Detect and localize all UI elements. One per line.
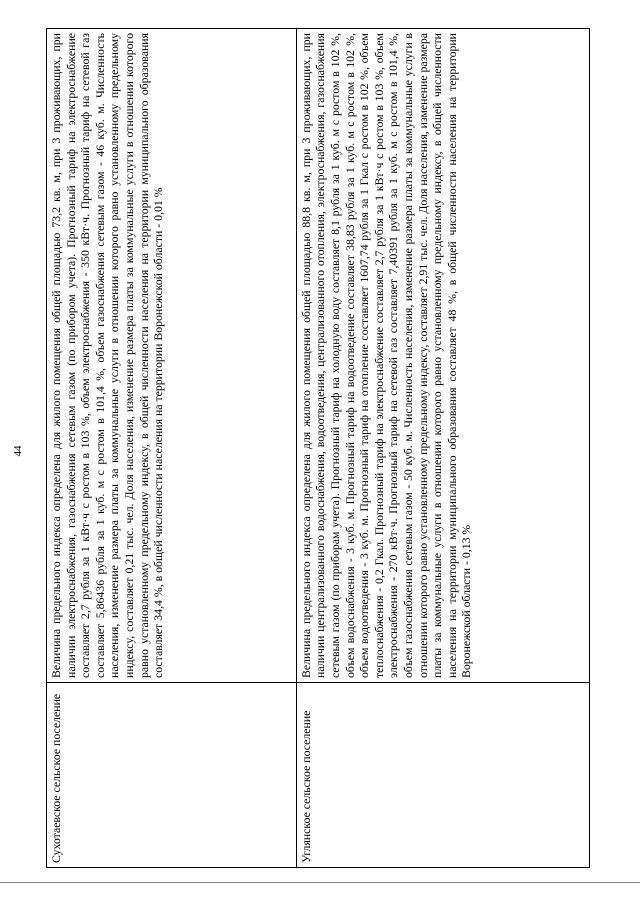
settlement-name-cell: Углянское сельское поселение	[296, 683, 589, 868]
rotated-table-wrapper	[46, 28, 590, 868]
page-number: 44	[12, 445, 24, 457]
tariff-index-table	[46, 28, 590, 868]
table-row	[296, 29, 589, 868]
scan-edge-line	[0, 882, 640, 883]
index-description-cell: Величина предельного индекса определена для жилого помещения общей площадью 73,2 кв. м, при 3 проживающих, при наличии электроснабжения, газоснабжения сетевым газом (по прибором учета). Прогнозный тариф на электроснабжение составляет 2,7 рубля за 1 кВт·ч с ростом в 103 %, объем электроснабжения - 350 кВт·ч. Прогнозный тариф на сетевой газ составляет 5,86436 рубля за 1 куб. м с ростом в 101,4 %, объем газоснабжения сетевым газом - 46 куб. м. Численность населения, изменение размера платы за коммунальные услуги в отношении которого равно установленному предельному индексу, составляет 0,21 тыс. чел. Доля населения, изменение размера платы за коммунальные услуги в отношении которого равно установленному предельному индексу, в общей численности населения на территории муниципального образования составляет 34,4 %, в общей численности населения на территории Воронежской области - 0,01 %	[47, 29, 297, 683]
settlement-name-cell: Сухотаевское сельское поселение	[47, 683, 297, 868]
index-description-cell: Величина предельного индекса определена для жилого помещения общей площадью 88,8 кв. м, при 3 проживающих, при наличии централизованного водоснабжения, водоотведения, централизованного отопления, электроснабжения, газоснабжения сетевым газом (по приборам учета). Прогнозный тариф на холодную воду составляет 8,1 рубля за 1 куб. м с ростом в 102 %, объем водоснабжения - 3 куб. м. Прогнозный тариф на водоотведение составляет 38,83 рубля за 1 куб. м с ростом в 102 %, объем водоотведения - 3 куб. м. Прогнозный тариф на отопление составляет 1607,74 рубля за 1 Гкал с ростом в 102 %, объем теплоснабжения - 0,2 Гкал. Прогнозный тариф на электроснабжение составляет 2,7 рубля за 1 кВт·ч с ростом в 103 %, объем электроснабжения - 270 кВт·ч. Прогнозный тариф на сетевой газ составляет 7,40391 рубля за 1 куб. м с ростом в 101,4 %, объем газоснабжения сетевым газом - 50 куб. м. Численность населения, изменение размера платы за коммунальные услуги в отношении которого равно установленному предельному индексу, составляет 2,91 тыс. чел. Доля населения, изменение размера платы за коммунальные услуги в отношении которого равно установленному предельному индексу, в общей численности населения на территории муниципального образования составляет 48 %, в общей численности населения на территории Воронежской области - 0,13 %	[296, 29, 589, 683]
table-row	[47, 29, 297, 868]
